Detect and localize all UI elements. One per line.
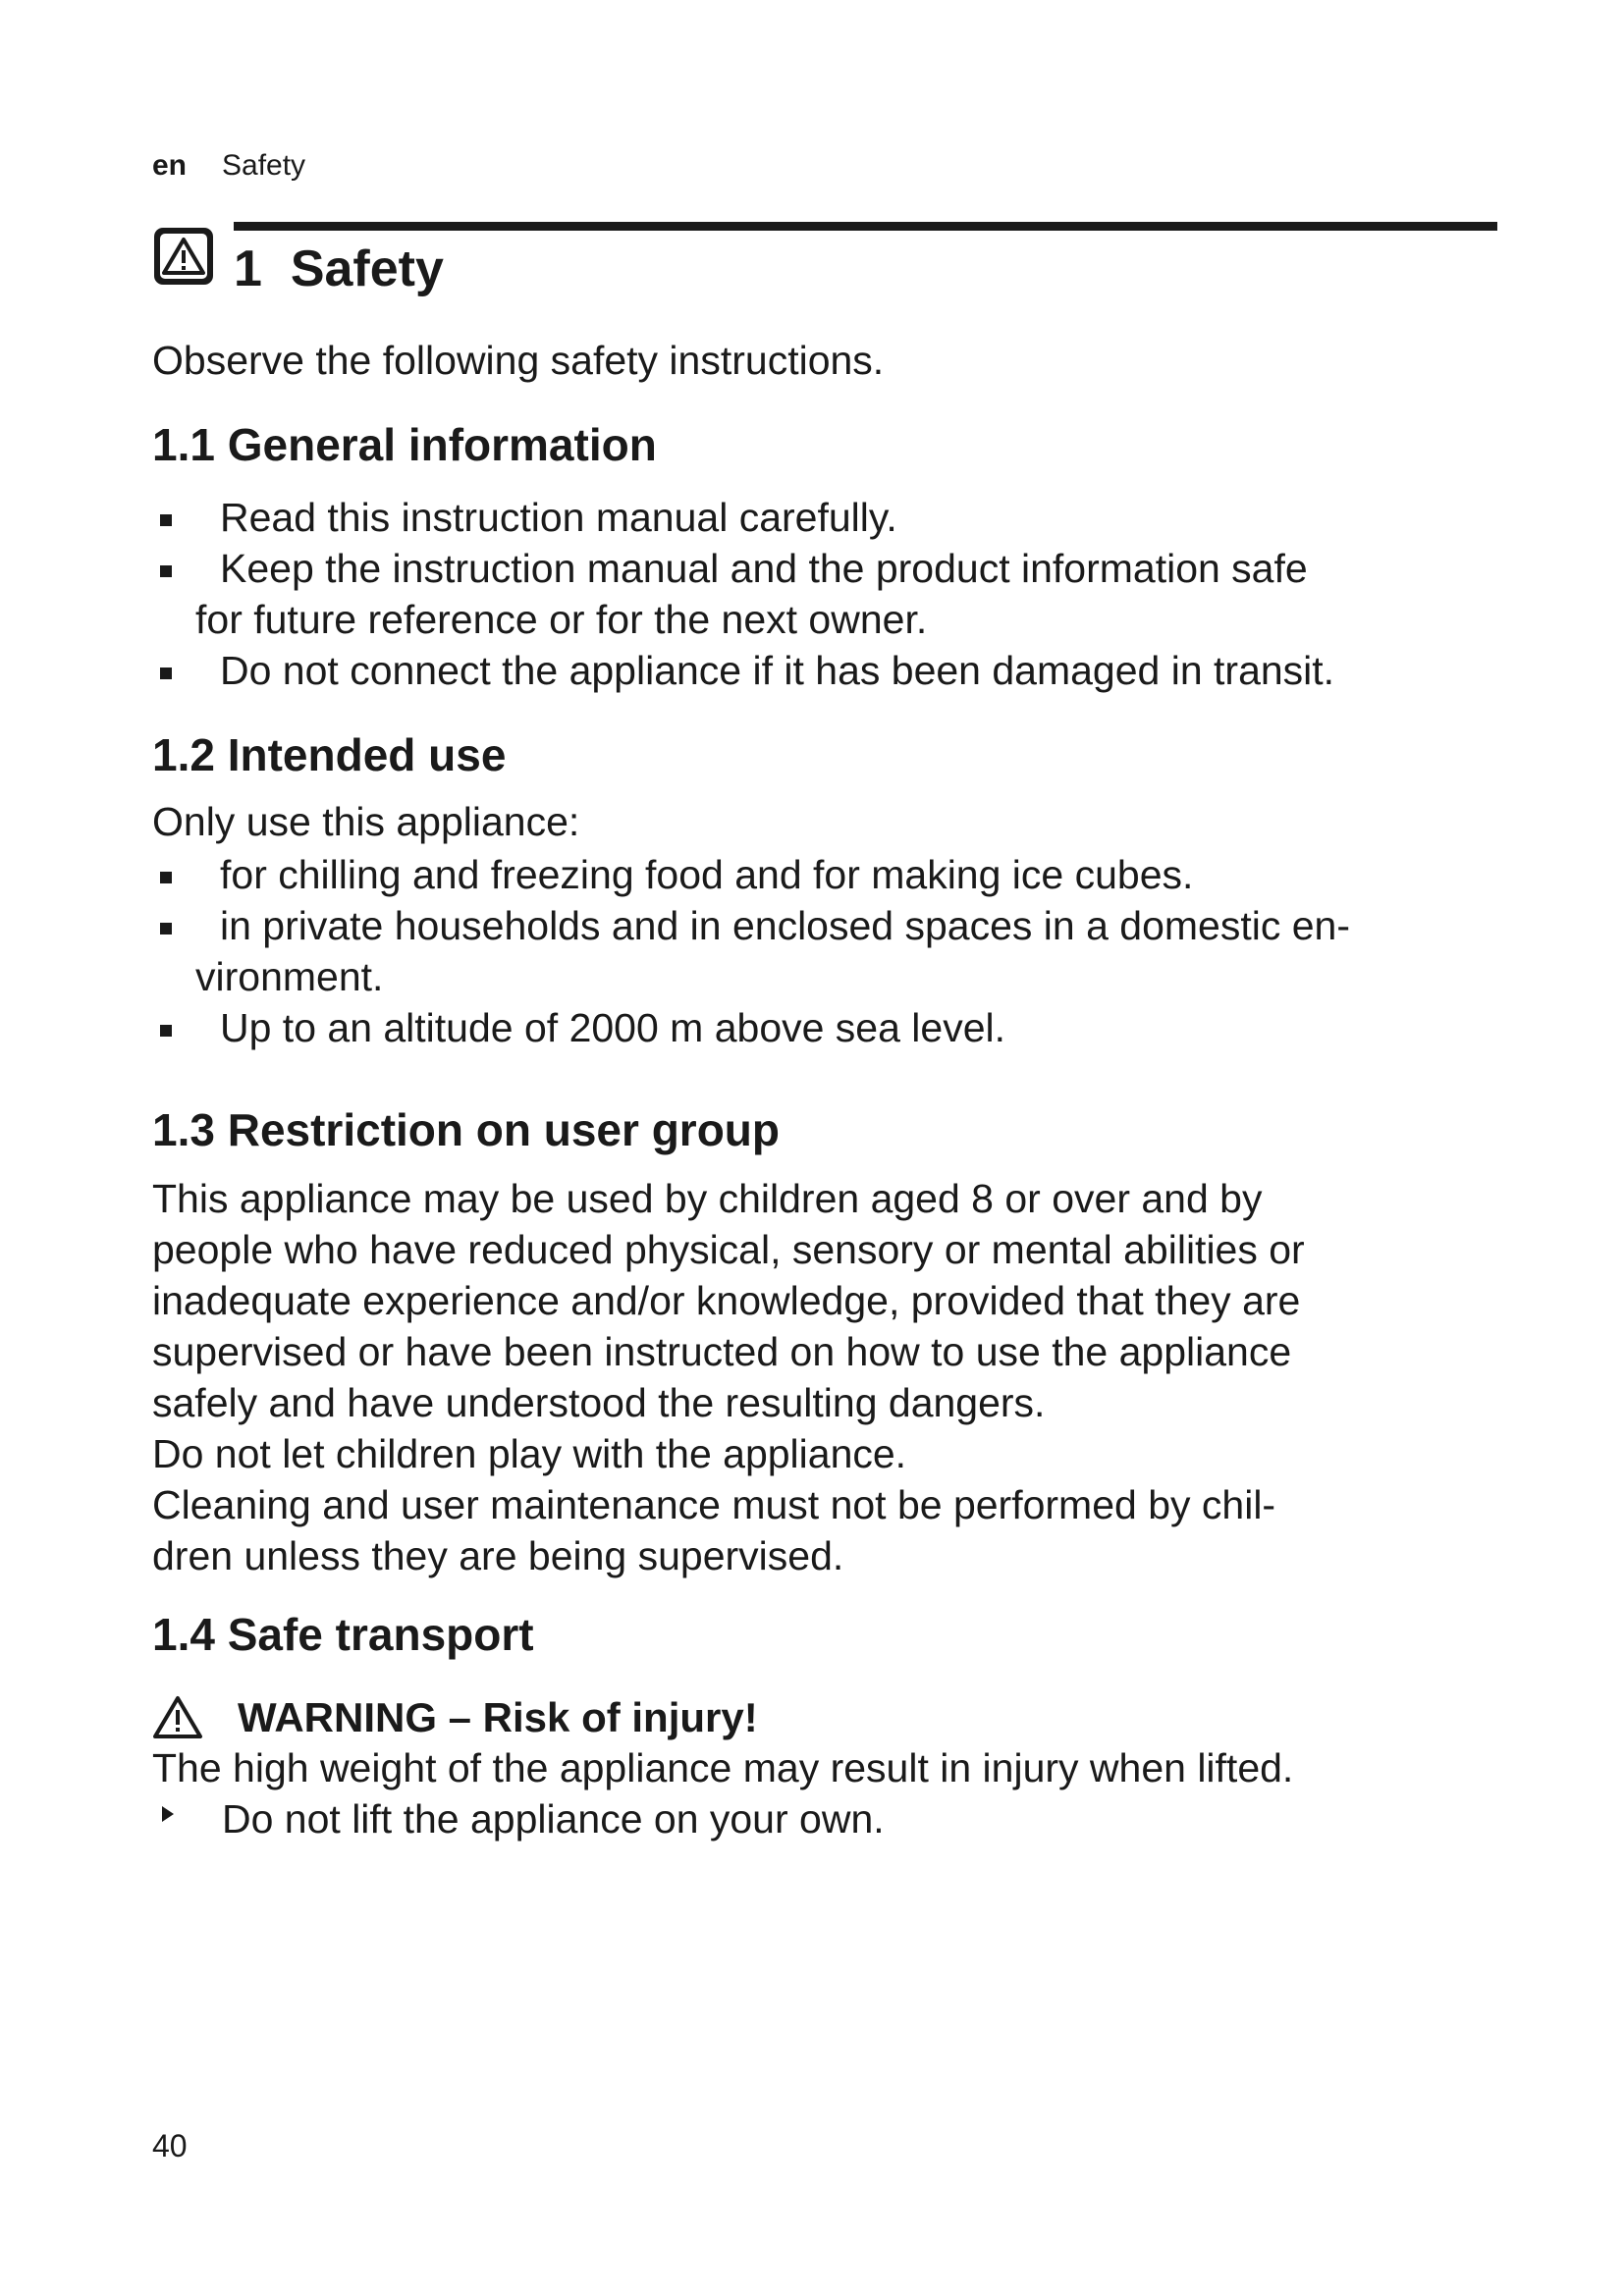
list-item: for chilling and freezing food and for making ice cubes.: [220, 852, 1194, 897]
bullet-marker: [160, 1025, 172, 1037]
paragraph-line: inadequate experience and/or knowledge, provided that they are: [152, 1278, 1301, 1323]
chapter-title: [234, 240, 444, 298]
bullet-marker: [160, 565, 172, 577]
paragraph-line: dren unless they are being supervised.: [152, 1533, 844, 1578]
chapter-rule: [234, 222, 1497, 231]
action-step: Do not lift the appliance on your own.: [222, 1796, 885, 1842]
section-heading-intended-use: 1.2 Intended use: [152, 729, 507, 780]
warning-title: WARNING – Risk of injury!: [238, 1694, 758, 1740]
section-heading-transport: 1.4 Safe transport: [152, 1609, 534, 1660]
section-heading-restriction: 1.3 Restriction on user group: [152, 1104, 780, 1155]
chapter-intro: Observe the following safety instructions.: [152, 338, 885, 383]
header-language: en: [152, 149, 188, 182]
paragraph-line: people who have reduced physical, sensory or mental abilities or: [152, 1227, 1305, 1272]
paragraph-line: Cleaning and user maintenance must not be performed by chil-: [152, 1482, 1276, 1527]
paragraph-line: supervised or have been instructed on how to use the appliance: [152, 1329, 1292, 1374]
bullet-marker: [160, 872, 172, 883]
list-item: Read this instruction manual carefully.: [220, 495, 897, 540]
page-number: 40: [152, 2128, 188, 2163]
header-section-title: Safety: [222, 149, 306, 182]
bullet-marker: [160, 923, 172, 934]
list-item: Do not connect the appliance if it has been damaged in transit.: [220, 648, 1335, 693]
paragraph-line: Do not let children play with the appliance.: [152, 1431, 907, 1476]
list-item: Keep the instruction manual and the product information safe: [220, 546, 1308, 591]
list-item-continuation: for future reference or for the next owner.: [195, 597, 928, 642]
warning-text: The high weight of the appliance may result in injury when lifted.: [152, 1745, 1294, 1790]
paragraph-line: This appliance may be used by children aged 8 or over and by: [152, 1176, 1263, 1221]
list-item: Up to an altitude of 2000 m above sea level.: [220, 1005, 1006, 1050]
chapter-title-text: Safety: [290, 240, 444, 297]
action-arrow-icon: [162, 1806, 174, 1822]
paragraph-line: safely and have understood the resulting dangers.: [152, 1380, 1046, 1425]
list-item: in private households and in enclosed spaces in a domestic en-: [220, 903, 1350, 948]
list-item-continuation: vironment.: [195, 954, 384, 999]
section-heading-general: 1.1 General information: [152, 419, 657, 470]
warning-triangle-icon: [152, 1694, 203, 1739]
bullet-marker: [160, 514, 172, 526]
warning-box-icon: [152, 226, 215, 287]
section-intro: Only use this appliance:: [152, 799, 580, 844]
bullet-marker: [160, 667, 172, 679]
chapter-number: 1: [234, 240, 262, 297]
